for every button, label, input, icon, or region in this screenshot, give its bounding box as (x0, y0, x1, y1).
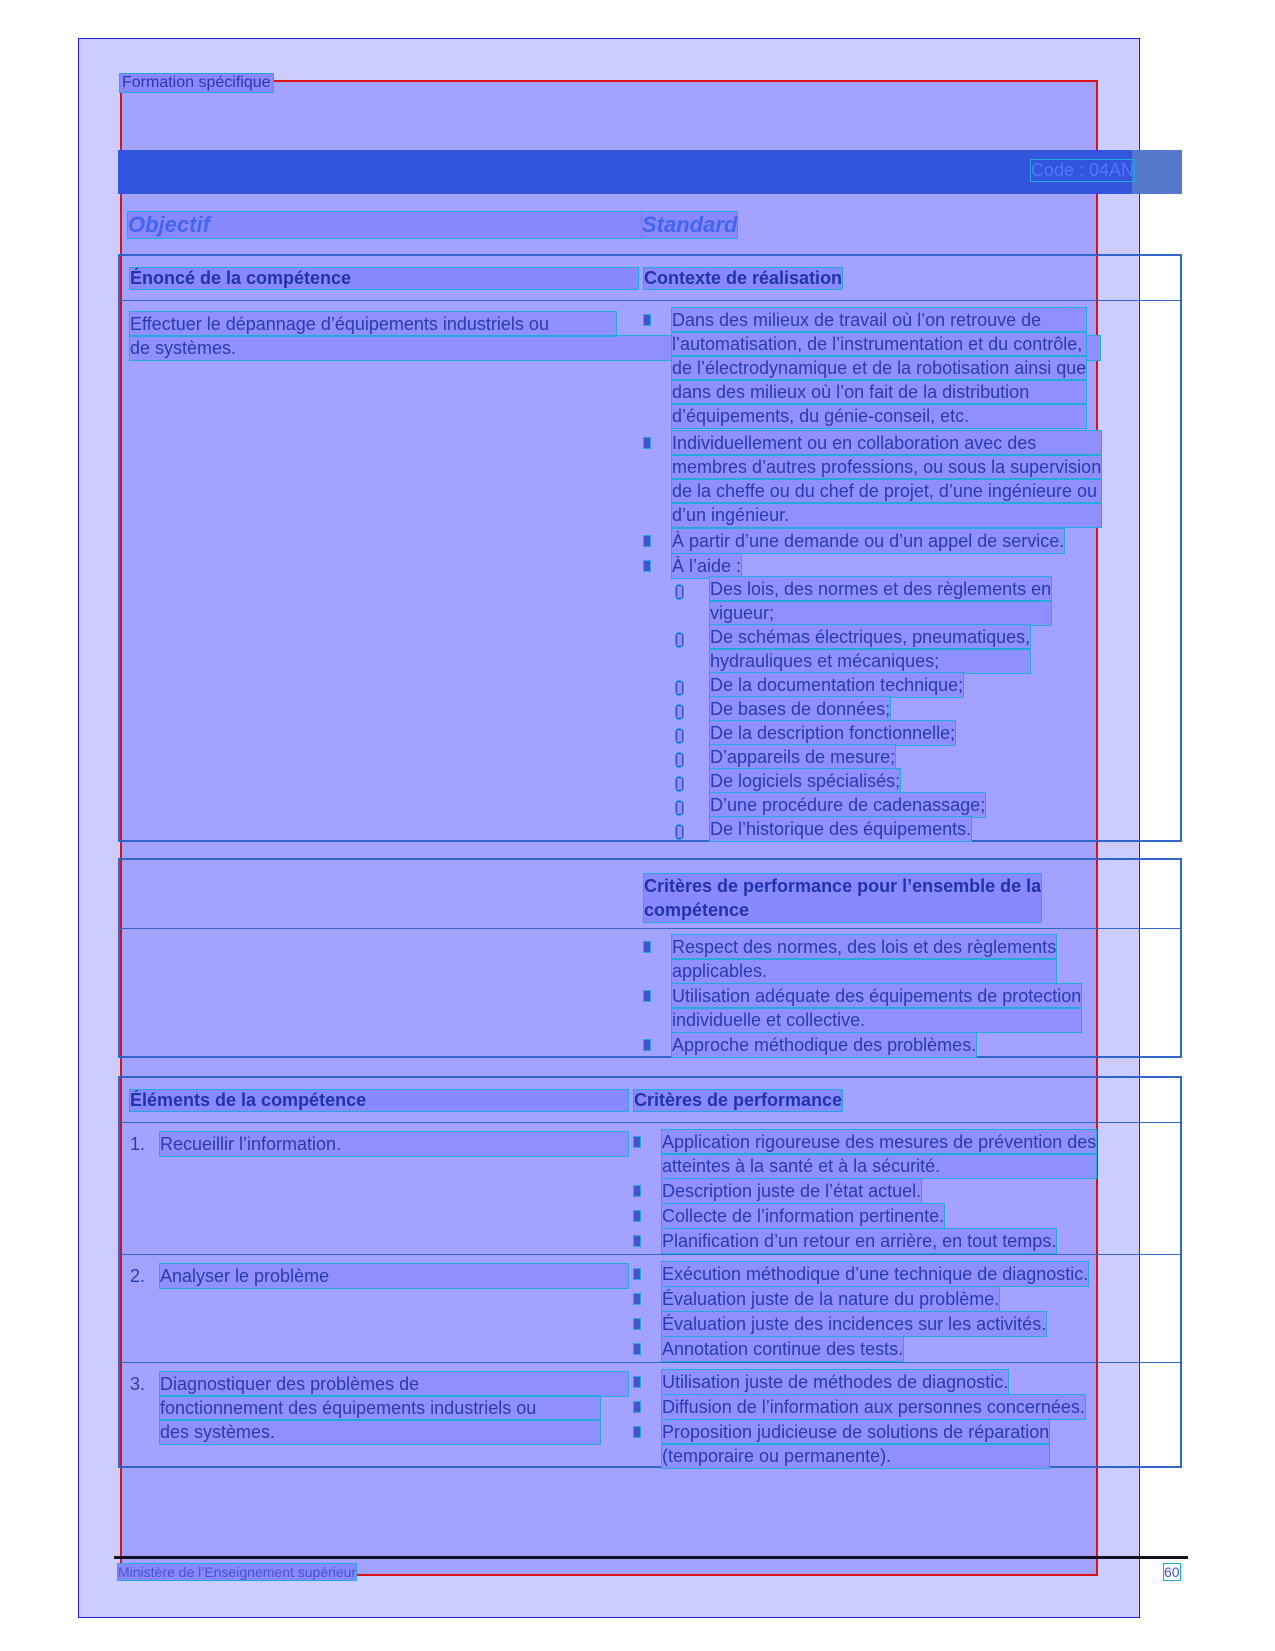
row-separator (120, 1362, 1180, 1363)
section-competency (118, 254, 1182, 842)
criterion-line: Utilisation adéquate des équipements de protection (672, 986, 1082, 1006)
context-line: d’un ingénieur. (672, 503, 1101, 527)
sub-item (710, 793, 985, 817)
code-band-tail (1132, 150, 1182, 194)
circle-bullet-icon (676, 777, 683, 791)
sub-item (710, 745, 895, 769)
criterion-line: Description juste de l’état actuel. (662, 1181, 922, 1201)
context-item (672, 308, 1086, 428)
column-heading-standard: Standard (642, 212, 738, 237)
sub-item-line: De logiciels spécialisés; (710, 771, 901, 791)
circle-bullet-icon (676, 633, 683, 647)
criterion-line: Évaluation juste de la nature du problème. (662, 1289, 1000, 1309)
element-item (130, 1132, 628, 1156)
context-line: membres d’autres professions, ou sous la supervision (672, 457, 1102, 477)
circle-bullet-icon (676, 705, 683, 719)
sub-item-line: De bases de données; (710, 699, 891, 719)
criterion-line: Collecte de l’information pertinente. (662, 1206, 945, 1226)
circle-bullet-icon (676, 825, 683, 839)
element-title-line: Recueillir l’information. (160, 1132, 628, 1156)
criterion-item (662, 1370, 1008, 1394)
header-separator (120, 1122, 1180, 1123)
bullet-icon (634, 1344, 640, 1354)
overall-criterion (672, 984, 1081, 1032)
header-separator (120, 928, 1180, 929)
context-item (672, 529, 1064, 553)
bullet-icon (644, 1040, 650, 1050)
context-item (672, 431, 1101, 527)
sub-item (710, 577, 1051, 625)
circle-bullet-icon (676, 801, 683, 815)
context-line: À partir d’une demande ou d’un appel de service. (672, 531, 1065, 551)
section-overall-criteria (118, 858, 1182, 1058)
criterion-item (662, 1179, 921, 1203)
statement-line: de systèmes. (130, 336, 1100, 360)
bullet-icon (634, 1319, 640, 1329)
element-title-line: fonctionnement des équipements industriels ou (160, 1396, 600, 1420)
criterion-item (662, 1337, 903, 1361)
bullet-icon (634, 1377, 640, 1387)
element-number: 2. (130, 1266, 146, 1286)
circle-bullet-icon (676, 753, 683, 767)
criterion-line: Respect des normes, des lois et des règlements (672, 937, 1057, 957)
element-number: 3. (130, 1374, 146, 1394)
context-item (672, 554, 741, 578)
criterion-item (662, 1287, 999, 1311)
context-line: Dans des milieux de travail où l’on retrouve de (672, 308, 1086, 332)
sub-item (710, 817, 971, 841)
sub-item (710, 697, 890, 721)
bullet-icon (644, 438, 650, 448)
bullet-icon (644, 315, 650, 325)
sub-item-line: hydrauliques et mécaniques; (710, 649, 1030, 673)
footer-ministry: Ministère de l’Enseignement supérieur (118, 1564, 357, 1580)
context-line: de la cheffe ou du chef de projet, d’une ingénieure ou (672, 479, 1101, 503)
context-line: À l’aide : (672, 556, 742, 576)
footer-rule (114, 1556, 1188, 1559)
circle-bullet-icon (676, 585, 683, 599)
context-header: Contexte de réalisation (644, 268, 843, 288)
overall-criteria-header (644, 874, 1041, 922)
sub-item-line: De schémas électriques, pneumatiques, (710, 627, 1031, 647)
column-heading-objective: Objectif (128, 212, 642, 238)
bullet-icon (634, 1427, 640, 1437)
statement-line: Effectuer le dépannage d’équipements industriels ou (130, 312, 616, 336)
bullet-icon (634, 1211, 640, 1221)
header-separator (120, 300, 1180, 301)
criterion-line: Annotation continue des tests. (662, 1339, 904, 1359)
sub-item-line: Des lois, des normes et des règlements en (710, 579, 1052, 599)
criterion-line: Planification d’un retour en arrière, en tout temps. (662, 1231, 1057, 1251)
circle-bullet-icon (676, 681, 683, 695)
element-title-line: Analyser le problème (160, 1264, 628, 1288)
criterion-line: Proposition judicieuse de solutions de réparation (662, 1422, 1050, 1442)
sub-item-line: De la description fonctionnelle; (710, 723, 956, 743)
overall-criterion (672, 935, 1056, 983)
element-title-line: des systèmes. (160, 1420, 600, 1444)
bullet-icon (644, 561, 650, 571)
bullet-icon (634, 1186, 640, 1196)
criterion-line: (temporaire ou permanente). (662, 1444, 1049, 1468)
criterion-item (662, 1395, 1085, 1419)
sub-item-line: D’une procédure de cadenassage; (710, 795, 986, 815)
row-separator (120, 1254, 1180, 1255)
overall-criteria-header-line: Critères de performance pour l’ensemble de la (644, 876, 1042, 896)
bullet-icon (644, 536, 650, 546)
context-line: l’automatisation, de l’instrumentation et du contrôle, (672, 332, 1086, 356)
circle-bullet-icon (676, 729, 683, 743)
sub-item (710, 673, 963, 697)
criterion-item (662, 1229, 1056, 1253)
bullet-icon (644, 942, 650, 952)
bullet-icon (634, 1402, 640, 1412)
sub-item-line: vigueur; (710, 601, 1051, 625)
sub-item-line: De l’historique des équipements. (710, 819, 972, 839)
criterion-line: individuelle et collective. (672, 1008, 1081, 1032)
criterion-line: Application rigoureuse des mesures de prévention des (662, 1132, 1097, 1152)
bullet-icon (634, 1269, 640, 1279)
element-item (130, 1264, 628, 1288)
code-band (118, 150, 1182, 194)
criterion-line: Diffusion de l’information aux personnes concernées. (662, 1397, 1085, 1417)
page-number: 60 (1164, 1564, 1180, 1580)
criterion-line: Exécution méthodique d’une technique de diagnostic. (662, 1264, 1089, 1284)
criterion-item (662, 1420, 1049, 1468)
section-elements (118, 1076, 1182, 1468)
sub-item-line: D’appareils de mesure; (710, 747, 896, 767)
bullet-icon (634, 1236, 640, 1246)
bullet-icon (634, 1294, 640, 1304)
criterion-item (662, 1204, 944, 1228)
context-line: de l’électrodynamique et de la robotisation ainsi que (672, 358, 1087, 378)
element-number: 1. (130, 1134, 146, 1154)
competency-code: Code : 04AN (1030, 160, 1134, 180)
criterion-item (662, 1312, 1046, 1336)
overall-criteria-header-line: compétence (644, 900, 750, 920)
criterion-item (662, 1130, 1096, 1178)
statement-header: Énoncé de la compétence (130, 268, 638, 289)
header-label: Formation spécifique (122, 74, 271, 91)
criterion-line: Approche méthodique des problèmes. (672, 1035, 977, 1055)
criteria-header: Critères de performance (634, 1090, 843, 1110)
element-item (130, 1372, 628, 1444)
criterion-line: atteintes à la santé et à la sécurité. (662, 1154, 1096, 1178)
bullet-icon (634, 1137, 640, 1147)
criterion-line: Utilisation juste de méthodes de diagnostic. (662, 1372, 1009, 1392)
context-line: dans des milieux où l’on fait de la distribution (672, 380, 1086, 404)
criterion-line: Évaluation juste des incidences sur les activités. (662, 1314, 1047, 1334)
sub-item-line: De la documentation technique; (710, 675, 964, 695)
elements-header: Éléments de la compétence (130, 1090, 628, 1111)
bullet-icon (644, 991, 650, 1001)
context-line: d’équipements, du génie-conseil, etc. (672, 404, 1086, 428)
sub-item (710, 769, 900, 793)
sub-item (710, 721, 955, 745)
criterion-line: applicables. (672, 959, 1056, 983)
overall-criterion (672, 1033, 976, 1057)
element-title-line: Diagnostiquer des problèmes de (160, 1372, 628, 1396)
sub-item (710, 625, 1030, 673)
criterion-item (662, 1262, 1088, 1286)
context-line: Individuellement ou en collaboration avec des (672, 431, 1101, 455)
